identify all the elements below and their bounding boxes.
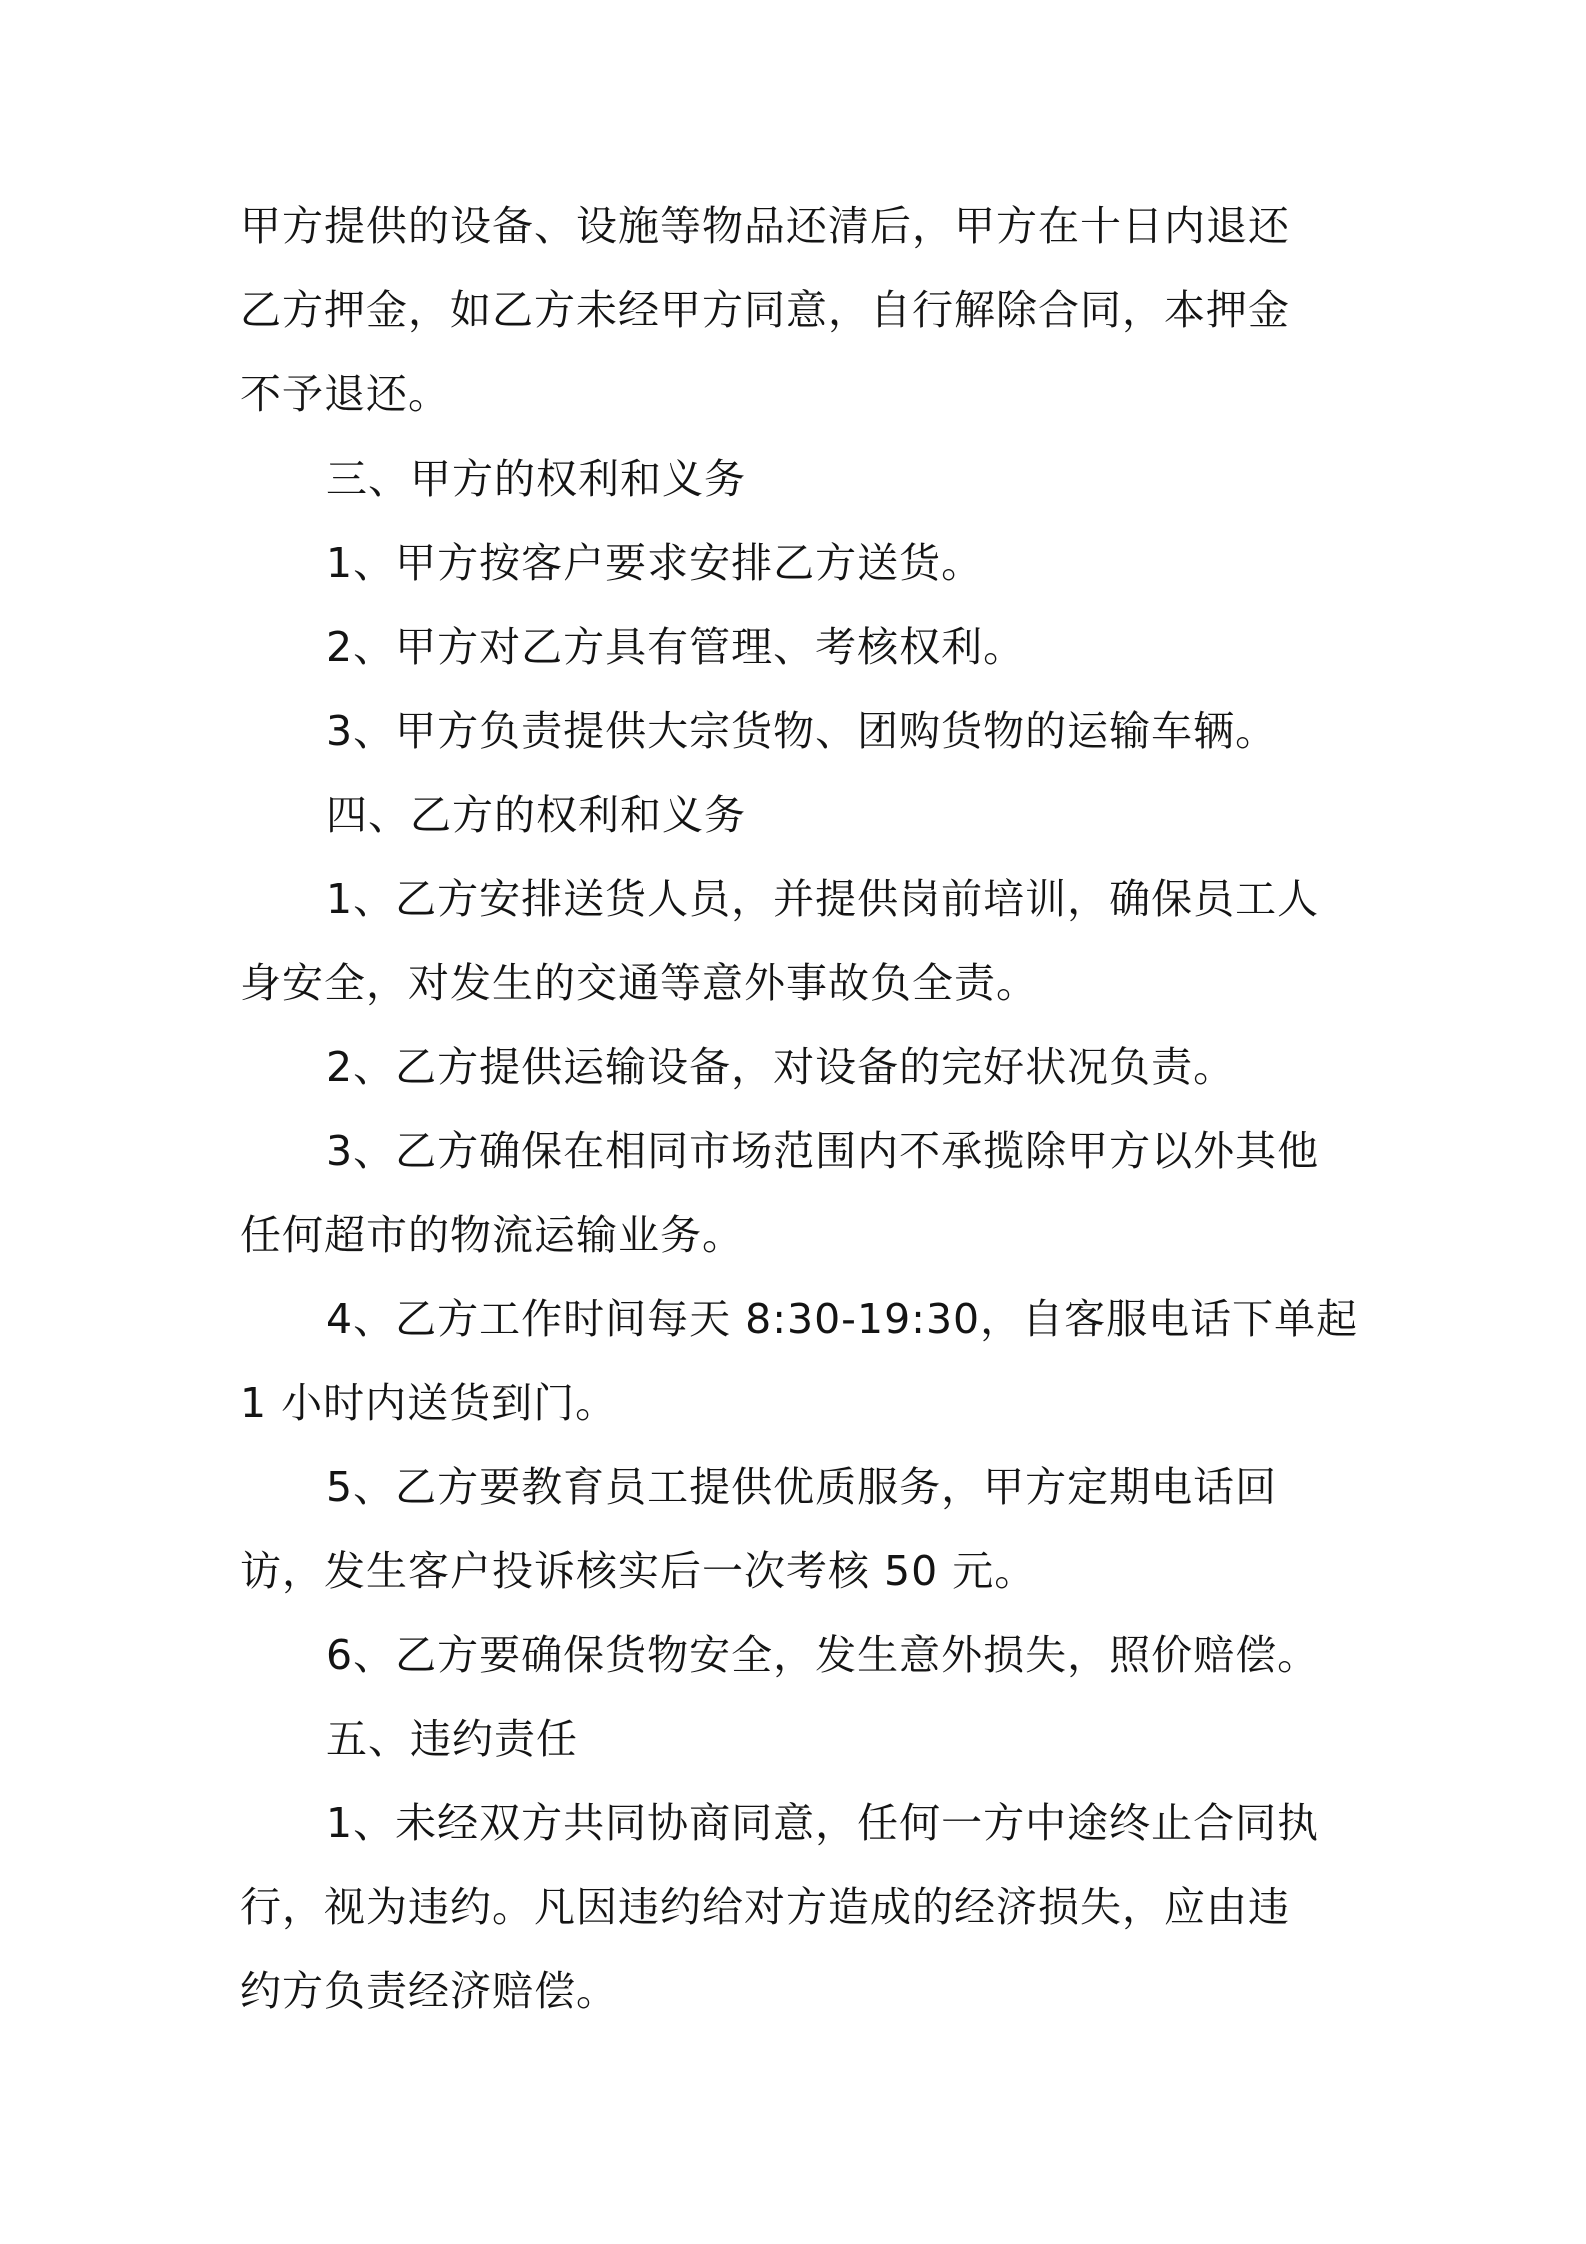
clause-4-5-cont: 访，发生客户投诉核实后一次考核 50 元。 <box>240 1547 1037 1595</box>
clause-4-3-cont: 任何超市的物流运输业务。 <box>240 1211 744 1259</box>
body-line-3: 不予退还。 <box>240 370 450 418</box>
clause-5-1: 1、未经双方共同协商同意，任何一方中途终止合同执 <box>326 1799 1320 1847</box>
clause-5-1-cont-2: 约方负责经济赔偿。 <box>240 1967 618 2015</box>
clause-3-1: 1、甲方按客户要求安排乙方送货。 <box>326 539 984 587</box>
clause-4-3: 3、乙方确保在相同市场范围内不承揽除甲方以外其他 <box>326 1127 1320 1175</box>
clause-4-1-cont: 身安全，对发生的交通等意外事故负全责。 <box>240 959 1038 1007</box>
clause-4-2: 2、乙方提供运输设备，对设备的完好状况负责。 <box>326 1043 1236 1091</box>
clause-4-6: 6、乙方要确保货物安全，发生意外损失，照价赔偿。 <box>326 1631 1320 1679</box>
clause-3-2: 2、甲方对乙方具有管理、考核权利。 <box>326 623 1026 671</box>
clause-5-1-cont-1: 行，视为违约。凡因违约给对方造成的经济损失，应由违 <box>240 1883 1290 1931</box>
body-line-1: 甲方提供的设备、设施等物品还清后，甲方在十日内退还 <box>240 202 1290 250</box>
clause-4-4: 4、乙方工作时间每天 8:30-19:30，自客服电话下单起 <box>326 1295 1359 1343</box>
body-line-2: 乙方押金，如乙方未经甲方同意，自行解除合同，本押金 <box>240 286 1290 334</box>
clause-4-1: 1、乙方安排送货人员，并提供岗前培训，确保员工人 <box>326 875 1320 923</box>
section-heading-4: 四、乙方的权利和义务 <box>326 791 746 839</box>
clause-4-4-cont: 1 小时内送货到门。 <box>240 1379 618 1427</box>
clause-3-3: 3、甲方负责提供大宗货物、团购货物的运输车辆。 <box>326 707 1278 755</box>
section-heading-3: 三、甲方的权利和义务 <box>326 455 746 503</box>
clause-4-5: 5、乙方要教育员工提供优质服务，甲方定期电话回 <box>326 1463 1278 1511</box>
section-heading-5: 五、违约责任 <box>326 1715 578 1763</box>
